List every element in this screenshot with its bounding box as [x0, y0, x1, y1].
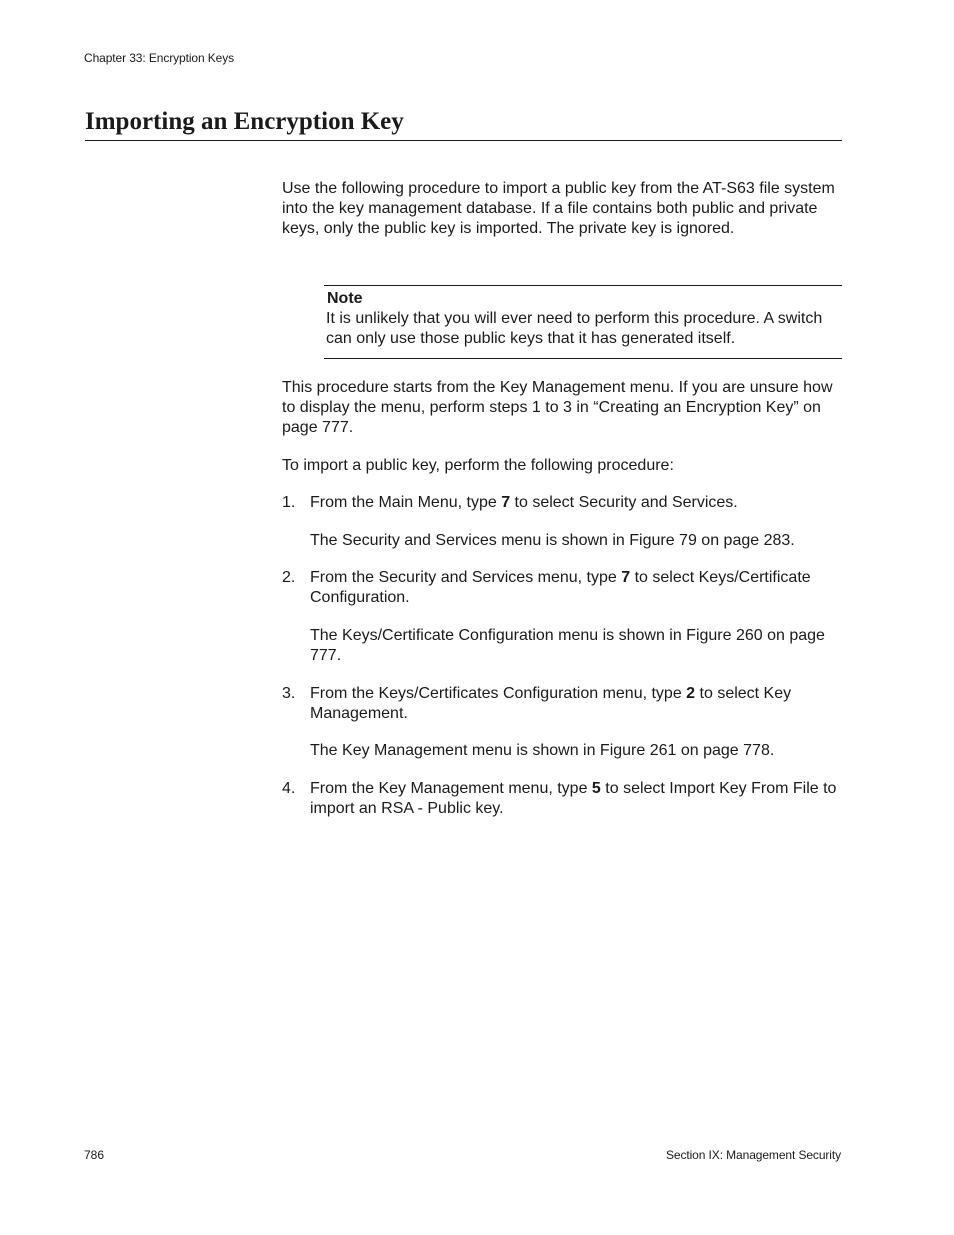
page-title: Importing an Encryption Key	[85, 106, 842, 141]
menu-key: 2	[686, 685, 696, 702]
step-number: 2.	[282, 569, 296, 586]
note-box	[324, 285, 842, 359]
step-instruction: From the Key Management menu, type 5 to select Import Key From File to import an RSA - Public key.	[310, 780, 837, 817]
step-result: The Key Management menu is shown in Figure 261 on page 778.	[310, 742, 775, 759]
step-instruction: From the Main Menu, type 7 to select Security and Services.	[310, 494, 738, 511]
note-label: Note	[327, 290, 363, 307]
running-header-chapter: Chapter 33: Encryption Keys	[84, 51, 235, 65]
intro-paragraph: Use the following procedure to import a public key from the AT-S63 file system into the key management database. If a file contains both public and private keys, only the public key is imported. The private key is ignored.	[282, 180, 835, 237]
page-number: 786	[84, 1148, 105, 1162]
procedure-intro-paragraph: To import a public key, perform the following procedure:	[282, 457, 674, 474]
step-result: The Security and Services menu is shown in Figure 79 on page 283.	[310, 532, 795, 549]
step-number: 4.	[282, 780, 296, 797]
procedure-context-paragraph: This procedure starts from the Key Management menu. If you are unsure how to display the menu, perform steps 1 to 3 in “Creating an Encryption Key” on page 777.	[282, 379, 833, 436]
running-footer-section: Section IX: Management Security	[666, 1148, 841, 1162]
step-number: 1.	[282, 494, 296, 511]
step-result: The Keys/Certificate Configuration menu is shown in Figure 260 on page 777.	[310, 627, 825, 664]
menu-key: 7	[501, 494, 511, 511]
step-instruction: From the Keys/Certificates Configuration menu, type 2 to select Key Management.	[310, 685, 792, 722]
note-text: It is unlikely that you will ever need to perform this procedure. A switch can only use those public keys that it has generated itself.	[326, 310, 823, 347]
step-instruction: From the Security and Services menu, type 7 to select Keys/Certificate Configuration.	[310, 569, 811, 606]
step-number: 3.	[282, 685, 296, 702]
menu-key: 7	[621, 569, 631, 586]
menu-key: 5	[591, 780, 601, 797]
